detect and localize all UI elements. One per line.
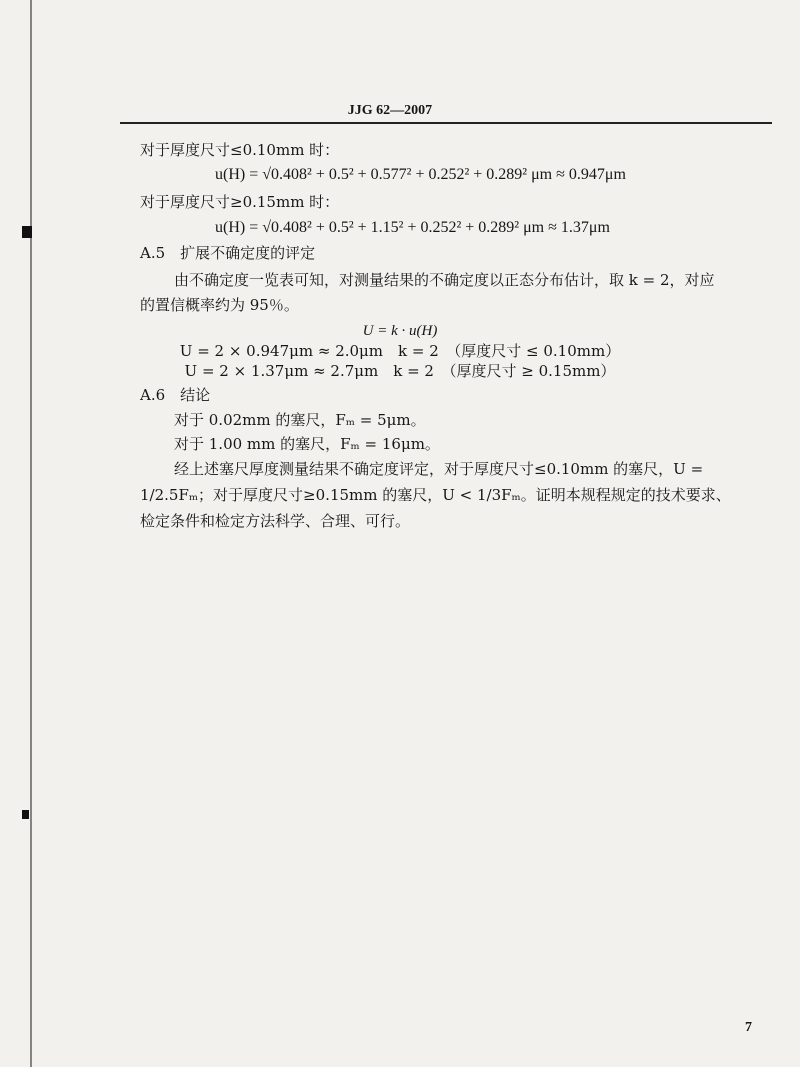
conclusion-line-1: 对于 0.02mm 的塞尺，Fₘ = 5μm。	[174, 411, 426, 429]
thick-formula: u(H) = √0.408² + 0.5² + 1.15² + 0.252² + 0.289² μm ≈ 1.37μm	[215, 219, 610, 236]
page-header-title: JJG 62—2007	[347, 103, 433, 118]
conclusion-line-4: 1/2.5Fₘ；对于厚度尺寸≥0.15mm 的塞尺，U < 1/3Fₘ。证明本规程规定的技术要求、	[140, 486, 731, 504]
expanded-uncertainty-thin: U = 2 × 0.947μm ≈ 2.0μm k = 2 （厚度尺寸 ≤ 0.10mm）	[179, 342, 621, 360]
binding-mark	[22, 810, 29, 819]
section-heading-a5: A.5 扩展不确定度的评定	[140, 244, 316, 262]
thick-condition-text: 对于厚度尺寸≥0.15mm 时：	[140, 193, 340, 211]
expanded-uncertainty-thick: U = 2 × 1.37μm ≈ 2.7μm k = 2 （厚度尺寸 ≥ 0.15mm）	[184, 362, 616, 380]
section-heading-a6: A.6 结论	[140, 386, 211, 404]
conclusion-line-2: 对于 1.00 mm 的塞尺，Fₘ = 16μm。	[174, 435, 440, 453]
binding-line	[30, 0, 32, 1067]
header-rule	[120, 122, 772, 124]
thin-formula: u(H) = √0.408² + 0.5² + 0.577² + 0.252² + 0.289² μm ≈ 0.947μm	[215, 166, 626, 183]
binding-mark	[22, 226, 32, 238]
expanded-uncertainty-formula: U = k · u(H)	[362, 323, 438, 339]
a5-paragraph-line-2: 的置信概率约为 95％。	[140, 296, 299, 314]
conclusion-line-3: 经上述塞尺厚度测量结果不确定度评定，对于厚度尺寸≤0.10mm 的塞尺，U =	[174, 460, 704, 478]
conclusion-line-5: 检定条件和检定方法科学、合理、可行。	[140, 512, 411, 530]
page-number: 7	[745, 1020, 752, 1035]
a5-paragraph-line-1: 由不确定度一览表可知，对测量结果的不确定度以正态分布估计，取 k = 2，对应	[174, 271, 715, 289]
thin-condition-text: 对于厚度尺寸≤0.10mm 时：	[140, 141, 340, 159]
